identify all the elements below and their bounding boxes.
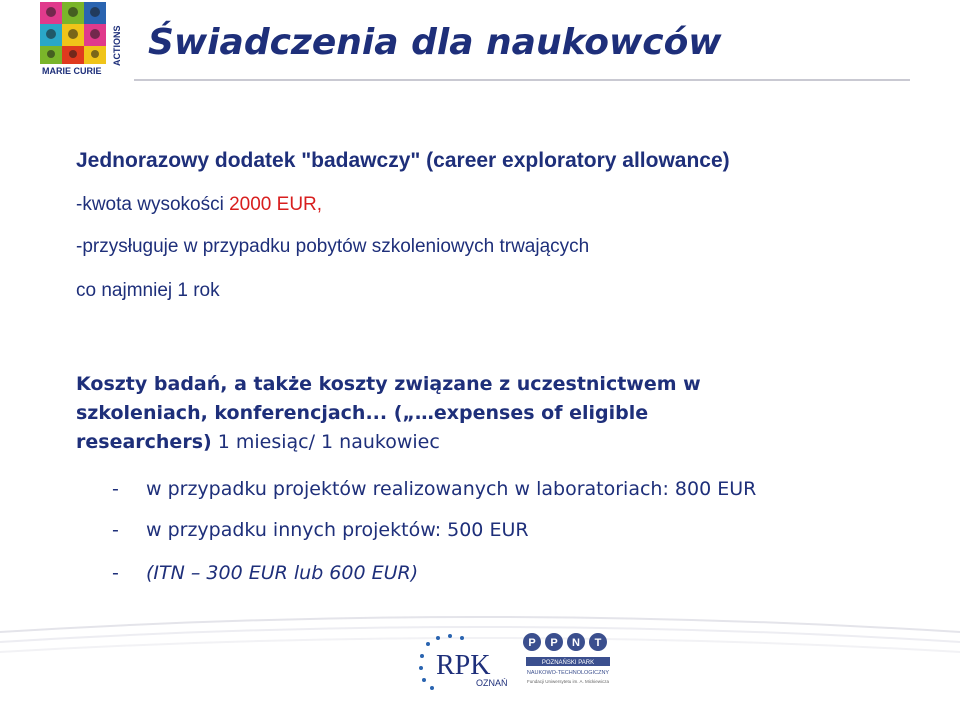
list-item	[112, 562, 418, 584]
svg-text:N: N	[572, 637, 580, 649]
costs-line-3	[76, 428, 856, 457]
duration-line: co najmniej 1 rok	[76, 280, 220, 301]
svg-text:POZNAŃSKI PARK: POZNAŃSKI PARK	[541, 660, 595, 666]
title-divider	[134, 79, 910, 81]
svg-text:P: P	[550, 637, 558, 649]
bullet-text: w przypadku innych projektów: 500 EUR	[146, 519, 529, 541]
research-costs-paragraph	[76, 370, 856, 457]
bullet-dash: -	[112, 478, 119, 500]
list-item	[112, 478, 756, 500]
bullet-dash: -	[112, 562, 119, 584]
svg-text:RPK: RPK	[436, 650, 491, 681]
svg-text:P: P	[528, 637, 536, 649]
svg-text:NAUKOWO-TECHNOLOGICZNY: NAUKOWO-TECHNOLOGICZNY	[526, 670, 610, 676]
costs-bold-researchers: researchers)	[76, 431, 212, 453]
bullet-text: (ITN – 300 EUR lub 600 EUR)	[146, 562, 419, 584]
svg-text:Fundacji Uniwersytetu im. A. M: Fundacji Uniwersytetu im. A. Mickiewicza	[526, 679, 610, 684]
svg-text:OZNAŃ: OZNAŃ	[476, 678, 508, 688]
bullet-dash: -	[112, 519, 119, 541]
page-title: Świadczenia dla naukowców	[148, 22, 722, 63]
eligibility-line: -przysługuje w przypadku pobytów szkoleniowych trwających	[76, 236, 590, 257]
ppnt-logo	[512, 630, 622, 690]
rpk-poznan-logo	[418, 634, 513, 694]
allowance-heading: Jednorazowy dodatek "badawczy" (career exploratory allowance)	[76, 149, 730, 172]
svg-text:MARIE CURIE: MARIE CURIE	[42, 66, 102, 76]
svg-text:T: T	[594, 637, 602, 649]
costs-line-2: szkoleniach, konferencjach... („…expenses of eligible	[76, 402, 649, 424]
costs-period: 1 miesiąc/ 1 naukowiec	[211, 431, 440, 453]
svg-text:ACTIONS: ACTIONS	[112, 25, 122, 66]
marie-curie-logo	[40, 2, 126, 76]
bullet-text: w przypadku projektów realizowanych w laboratoriach: 800 EUR	[146, 478, 757, 500]
amount-prefix: -kwota wysokości	[76, 194, 230, 215]
list-item	[112, 519, 529, 541]
costs-line-1: Koszty badań, a także koszty związane z uczestnictwem w	[76, 373, 701, 395]
amount-line	[76, 194, 322, 216]
amount-value: 2000 EUR,	[229, 194, 323, 215]
